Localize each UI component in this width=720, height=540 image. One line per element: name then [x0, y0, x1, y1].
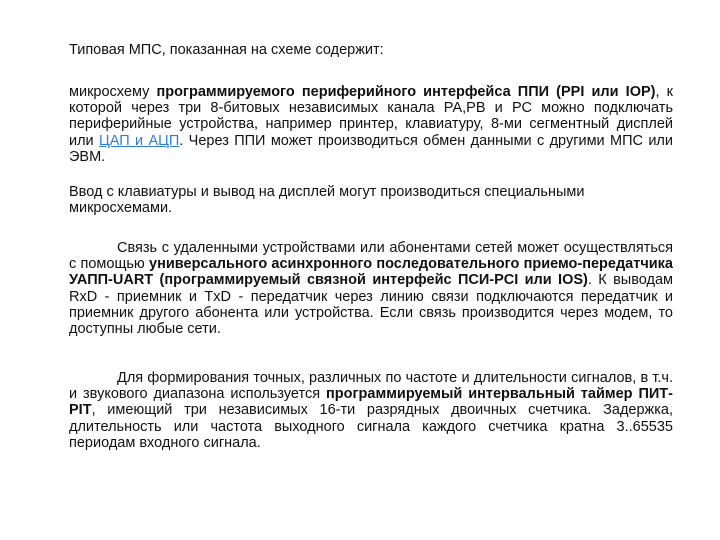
uart-bold-term: универсального асинхронного последовательного приемо-передатчика УАПП-UART (программируемый связной интерфейс ПСИ-PCI или IOS): [69, 256, 673, 289]
timer-paragraph: [69, 370, 673, 451]
timer-text-1: Для формирования точных, различных по частоте и длительности сигналов, в т.ч. и звукового диапазона используется: [69, 370, 673, 403]
uart-paragraph: [69, 240, 673, 337]
ppi-bold-term: программируемого периферийного интерфейса ППИ (PPI или IOP): [156, 84, 656, 100]
keyboard-text: Ввод с клавиатуры и вывод на дисплей могут производиться специальными микросхемами.: [69, 184, 585, 217]
dac-adc-link[interactable]: ЦАП и АЦП: [99, 132, 180, 149]
timer-bold-term: программируемый интервальный таймер ПИТ-PIT: [69, 386, 673, 419]
uart-text-1: Связь с удаленными устройствами или абонентами сетей может осуществляться с помощью: [69, 240, 673, 273]
intro-text: Типовая МПС, показанная на схеме содержит:: [69, 42, 384, 58]
ppi-text-1: микросхему: [69, 84, 157, 100]
keyboard-paragraph: [69, 184, 673, 216]
uart-text-2: . К выводам RxD - приемник и TxD - передатчик через линию связи подключаются передатчик и приемник другого абонента или устройства. Если связь производится через модем, то доступны любые сети.: [69, 272, 673, 338]
intro-paragraph: [69, 42, 673, 58]
timer-text-2: , имеющий три независимых 16-ти разрядных двоичных счетчика. Задержка, длительность или частота выходного сигнала каждого счетчика кратна 3..65535 периодам входного сигнала.: [69, 402, 673, 451]
ppi-text-3: . Через ППИ может производиться обмен данными с другими МПС или ЭВМ.: [69, 132, 673, 165]
ppi-text-2: , к которой через три 8-битовых независимых канала РА,РВ и РС можно подключать периферийные устройства, например принтер, клавиатуру, 8-ми сегментный дисплей или: [69, 84, 673, 149]
ppi-paragraph: [69, 84, 673, 165]
